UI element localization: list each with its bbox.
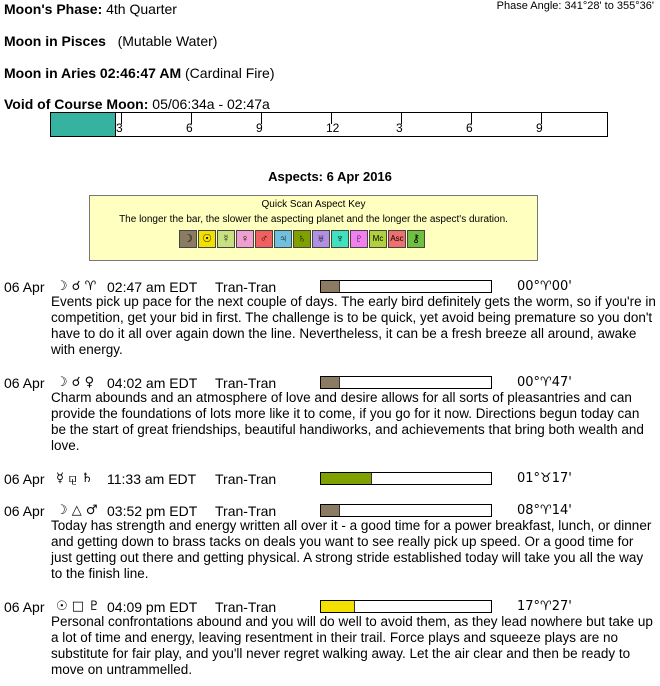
- neptune-icon: ♆: [331, 230, 349, 248]
- aspect-key-description: The longer the bar, the slower the aspecting planet and the longer the aspect's duration.: [119, 214, 508, 225]
- voc-tick-label: 3: [116, 121, 123, 135]
- entry-aspect-glyphs: ☽ △ ♂: [56, 503, 98, 518]
- entry-type: Tran-Tran: [215, 503, 277, 519]
- entry-aspect-glyphs: ☿ ⚼ ♄: [56, 471, 93, 486]
- entry-date: 06 Apr: [4, 503, 45, 519]
- entry-aspect-glyphs: ☽ ☌ ♈: [56, 279, 97, 294]
- voc-tick-label: 3: [396, 121, 403, 135]
- entry-time: 04:02 am EDT: [107, 375, 198, 391]
- entry-duration-fill: [321, 281, 340, 292]
- venus-icon: ♀: [236, 230, 254, 248]
- entry-position: 00°♈47': [517, 375, 572, 390]
- entry-time: 04:09 pm EDT: [107, 599, 198, 615]
- entry-description: Charm abounds and an atmosphere of love and desire allows for all sorts of pleasantries and can provide the foundations of lots more like it to come, if you go for it now. Directions begun today can be the start of great friendships, beautiful handiworks, and achievements that bring both wealth and love.: [51, 390, 644, 453]
- mars-icon: ♂: [255, 230, 273, 248]
- entry-duration-bar: [320, 504, 492, 517]
- aspect-key-icons: [179, 230, 426, 248]
- entry-duration-bar: [320, 280, 492, 293]
- moon-in-aries-row: [4, 65, 274, 81]
- moon-in-aries-label: Moon in Aries 02:46:47 AM: [4, 65, 182, 81]
- midheaven-icon: Mc: [369, 230, 387, 248]
- aspect-key-box: [89, 195, 538, 261]
- voc-tick-label: 9: [256, 121, 263, 135]
- saturn-icon: ♄: [293, 230, 311, 248]
- moons-phase-row: [4, 1, 177, 17]
- entry-position: 00°♈00': [517, 279, 572, 294]
- void-of-course-fill: [51, 113, 116, 136]
- entry-date: 06 Apr: [4, 375, 45, 391]
- entry-duration-fill: [321, 601, 355, 612]
- entry-time: 03:52 pm EDT: [107, 503, 198, 519]
- entry-duration-bar: [320, 472, 492, 485]
- voc-tick-label: 6: [466, 121, 473, 135]
- entry-type: Tran-Tran: [215, 375, 277, 391]
- aspects-title: Aspects: 6 Apr 2016: [268, 169, 392, 184]
- phase-angle: Phase Angle: 341°28' to 355°36': [496, 0, 654, 12]
- entry-date: 06 Apr: [4, 279, 45, 295]
- entry-type: Tran-Tran: [215, 599, 277, 615]
- entry-duration-fill: [321, 473, 372, 484]
- void-of-course-row: [4, 96, 270, 112]
- entry-time: 11:33 am EDT: [107, 471, 197, 487]
- entry-type: Tran-Tran: [215, 471, 277, 487]
- moon-icon: ☽: [179, 230, 197, 248]
- pluto-icon: ♇: [350, 230, 368, 248]
- entry-description: Events pick up pace for the next couple of days. The early bird definitely gets the worm, so if you're in competition, get your bid in first. The challenge is to be quick, yet avoid being premature so you don't have to do it all over again down the line. Nevertheless, it can be a fresh breeze all around, awake with energy.: [51, 294, 656, 357]
- jupiter-icon: ♃: [274, 230, 292, 248]
- void-of-course-label: Void of Course Moon:: [4, 96, 149, 112]
- moons-phase-label: Moon's Phase:: [4, 1, 103, 17]
- entry-position: 08°♈14': [517, 503, 572, 518]
- moon-in-pisces-label: Moon in Pisces: [4, 33, 106, 49]
- moon-in-pisces-row: [4, 33, 217, 49]
- moon-in-aries-value: (Cardinal Fire): [185, 65, 275, 81]
- moons-phase-value: 4th Quarter: [106, 1, 177, 17]
- entry-duration-fill: [321, 505, 340, 516]
- entry-type: Tran-Tran: [215, 279, 277, 295]
- entry-date: 06 Apr: [4, 471, 45, 487]
- void-of-course-bar: [50, 112, 608, 137]
- aspect-key-title: Quick Scan Aspect Key: [261, 199, 366, 210]
- voc-tick-label: 6: [186, 121, 193, 135]
- entry-time: 02:47 am EDT: [107, 279, 198, 295]
- moon-in-pisces-value: (Mutable Water): [117, 33, 218, 49]
- entry-description: Today has strength and energy written all over it - a good time for a power breakfast, lunch, or dinner and getting down to brass tacks on deals you want to see really pick up speed. Or a good time for just getting out there and getting physical. A strong stride established today will take you all the way to the finish line.: [51, 518, 652, 581]
- entry-position: 17°♈27': [517, 599, 572, 614]
- void-of-course-value: 05/06:34a - 02:47a: [152, 96, 270, 112]
- uranus-icon: ♅: [312, 230, 330, 248]
- entry-date: 06 Apr: [4, 599, 45, 615]
- entry-duration-bar: [320, 376, 492, 389]
- sun-icon: ☉: [198, 230, 216, 248]
- entry-aspect-glyphs: ☽ ☌ ♀: [56, 375, 95, 390]
- voc-tick-label: 12: [326, 121, 340, 135]
- voc-tick-label: 9: [536, 121, 543, 135]
- chiron-icon: ⚷: [407, 230, 425, 248]
- entry-aspect-glyphs: ☉ □ ♇: [56, 599, 100, 614]
- entry-position: 01°♉17': [517, 471, 572, 486]
- entry-duration-fill: [321, 377, 340, 388]
- mercury-icon: ☿: [217, 230, 235, 248]
- entry-duration-bar: [320, 600, 492, 613]
- entry-description: Personal confrontations abound and you will do well to avoid them, as they lead nowhere but take up a lot of time and energy, leaving resentment in their trail. Force plays and squeeze plays are no substitute for fair play, and you'll never regret walking away. Let the air clear and then be ready to move on untrammelled.: [51, 614, 653, 677]
- ascendant-icon: Asc: [388, 230, 406, 248]
